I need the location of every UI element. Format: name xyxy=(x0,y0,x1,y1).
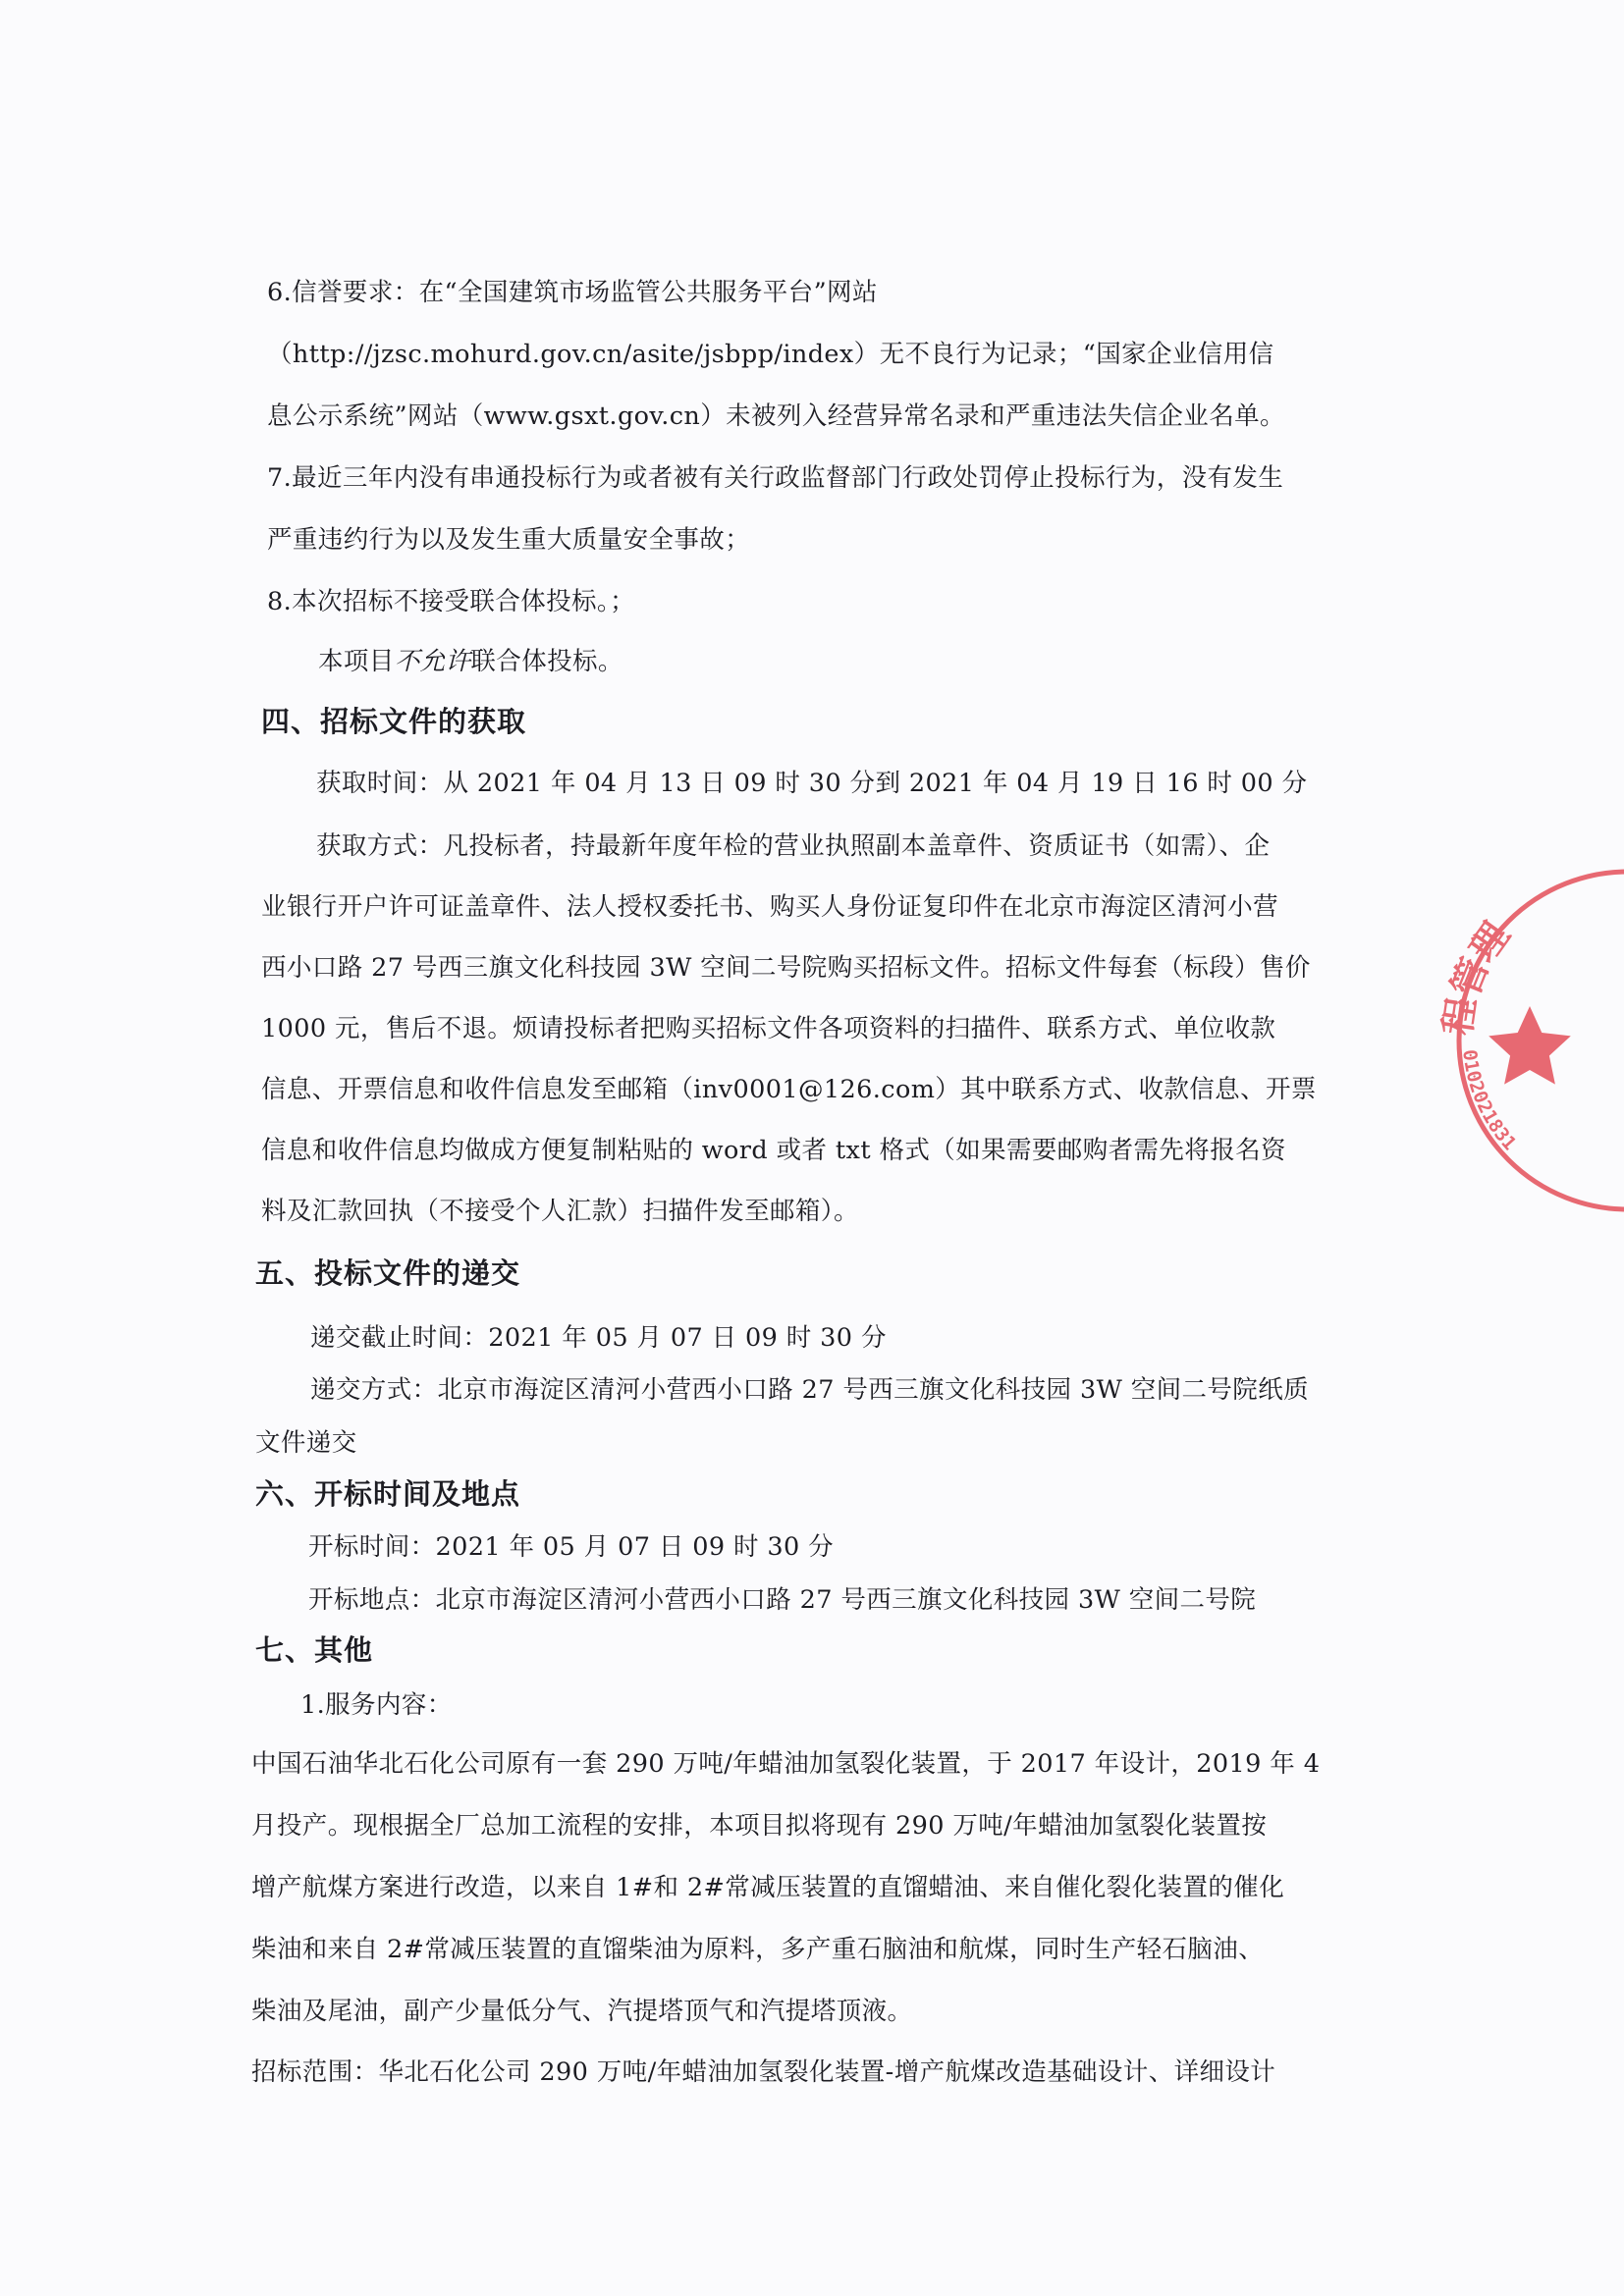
credit-requirement-line-1: 6.信誉要求：在“全国建筑市场监管公共服务平台”网站 xyxy=(267,278,878,307)
seal-top-text: 程管理 xyxy=(1435,914,1519,1039)
submission-method-line-2: 文件递交 xyxy=(255,1428,357,1458)
service-content-line-4: 柴油和来自 2#常减压装置的直馏柴油为原料，多产重石脑油和航煤，同时生产轻石脑油、 xyxy=(251,1935,1265,1964)
acquisition-method-line-2: 业银行开户许可证盖章件、法人授权委托书、购买人身份证复印件在北京市海淀区清河小营 xyxy=(261,892,1279,922)
service-content-line-2: 月投产。现根据全厂总加工流程的安排，本项目拟将现有 290 万吨/年蜡油加氢裂化装置按 xyxy=(251,1811,1268,1841)
seal-number-text: 0102021831 xyxy=(1458,1048,1521,1155)
section-heading-4: 四、招标文件的获取 xyxy=(261,705,527,738)
acquisition-method-line-7: 料及汇款回执（不接受个人汇款）扫描件发至邮箱）。 xyxy=(261,1197,859,1226)
service-content-label: 1.服务内容： xyxy=(300,1690,453,1720)
acquisition-method-line-5: 信息、开票信息和收件信息发至邮箱（inv0001@126.com）其中联系方式、收款信息、开票 xyxy=(261,1075,1317,1104)
service-content-line-5: 柴油及尾油，副产少量低分气、汽提塔顶气和汽提塔顶液。 xyxy=(251,1997,913,2026)
no-violation-line-2: 严重违约行为以及发生重大质量安全事故； xyxy=(267,525,751,555)
service-content-line-1: 中国石油华北石化公司原有一套 290 万吨/年蜡油加氢裂化装置，于 2017 年设计，2019 年 4 xyxy=(251,1749,1321,1779)
acquisition-method-line-1: 获取方式：凡投标者，持最新年度年检的营业执照副本盖章件、资质证书（如需）、企 xyxy=(316,831,1271,861)
submission-deadline: 递交截止时间：2021 年 05 月 07 日 09 时 30 分 xyxy=(310,1323,887,1353)
service-content-line-3: 增产航煤方案进行改造，以来自 1#和 2#常减压装置的直馏蜡油、来自催化裂化装置的催化 xyxy=(251,1873,1285,1902)
section-heading-6: 六、开标时间及地点 xyxy=(255,1477,521,1511)
acquisition-method-line-6: 信息和收件信息均做成方便复制粘贴的 word 或者 txt 格式（如果需要邮购者需先将报名资 xyxy=(261,1136,1286,1165)
section-heading-7: 七、其他 xyxy=(255,1633,374,1667)
credit-requirement-line-2: （http://jzsc.mohurd.gov.cn/asite/jsbpp/index）无不良行为记录；“国家企业信用信 xyxy=(267,340,1274,369)
company-seal xyxy=(1435,864,1624,1217)
consortium-requirement: 8.本次招标不接受联合体投标。； xyxy=(267,587,635,616)
acquisition-method-line-4: 1000 元，售后不退。烦请投标者把购买招标文件各项资料的扫描件、联系方式、单位收款 xyxy=(261,1014,1276,1043)
consortium-note-prefix: 本项目 xyxy=(318,647,395,676)
bidding-scope: 招标范围：华北石化公司 290 万吨/年蜡油加氢裂化装置-增产航煤改造基础设计、详细设计 xyxy=(251,2057,1276,2087)
no-violation-line-1: 7.最近三年内没有串通投标行为或者被有关行政监督部门行政处罚停止投标行为，没有发生 xyxy=(267,463,1284,493)
credit-requirement-line-3: 息公示系统”网站（www.gsxt.gov.cn）未被列入经营异常名录和严重违法失信企业名单。 xyxy=(267,401,1285,431)
seal-star-icon xyxy=(1489,1006,1571,1085)
submission-method-line-1: 递交方式：北京市海淀区清河小营西小口路 27 号西三旗文化科技园 3W 空间二号院纸质 xyxy=(310,1375,1310,1405)
opening-time: 开标时间：2021 年 05 月 07 日 09 时 30 分 xyxy=(308,1532,835,1562)
consortium-note xyxy=(318,645,623,678)
acquisition-time: 获取时间：从 2021 年 04 月 13 日 09 时 30 分到 2021 年 04 月 19 日 16 时 00 分 xyxy=(316,769,1308,798)
consortium-note-emphasis: 不允许 xyxy=(394,647,471,676)
section-heading-5: 五、投标文件的递交 xyxy=(255,1256,521,1290)
acquisition-method-line-3: 西小口路 27 号西三旗文化科技园 3W 空间二号院购买招标文件。招标文件每套（标段）售价 xyxy=(261,953,1311,983)
opening-location: 开标地点：北京市海淀区清河小营西小口路 27 号西三旗文化科技园 3W 空间二号院 xyxy=(308,1585,1257,1615)
consortium-note-suffix: 联合体投标。 xyxy=(470,647,623,676)
